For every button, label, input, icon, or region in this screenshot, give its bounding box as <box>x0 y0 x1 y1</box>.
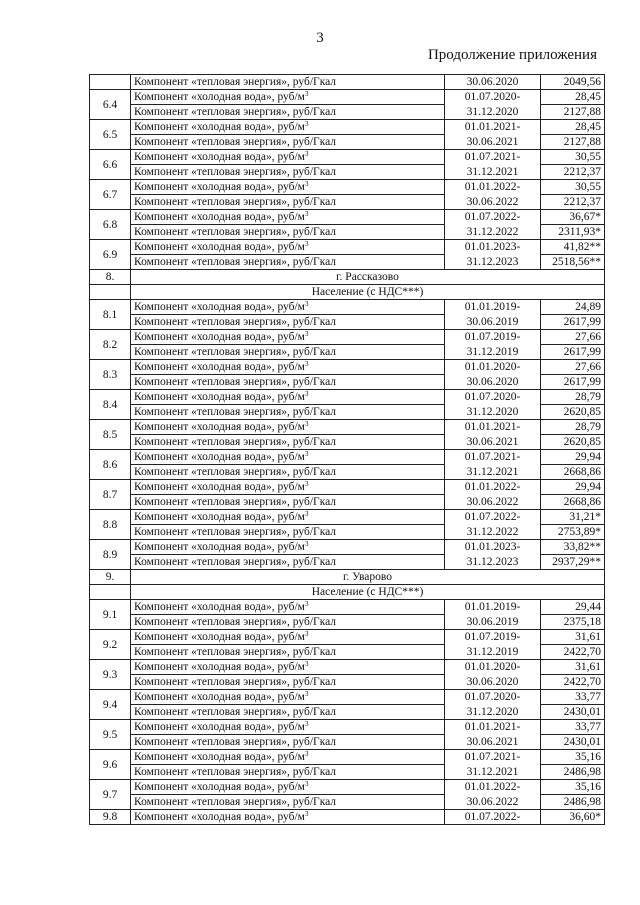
period-end: 31.12.2022 <box>445 525 541 540</box>
component-label: Компонент «холодная вода», руб/м <box>134 241 305 253</box>
unit-exponent: 3 <box>304 180 309 188</box>
component-cold-water <box>131 810 445 825</box>
group-row <box>90 585 605 600</box>
period-start: 01.01.2020- <box>445 360 541 375</box>
table-row <box>90 345 605 360</box>
table-row <box>90 540 605 555</box>
unit-exponent: 3 <box>304 360 309 368</box>
period-start: 01.01.2022- <box>445 480 541 495</box>
cold-water-value: 33,82** <box>541 540 605 555</box>
period-start: 01.01.2023- <box>445 240 541 255</box>
unit-exponent: 3 <box>304 810 309 818</box>
component-label: Компонент «тепловая энергия», руб/Гкал <box>134 406 337 418</box>
tariff-value: 2049,56 <box>541 75 605 90</box>
group-row <box>90 285 605 300</box>
component-label: Компонент «тепловая энергия», руб/Гкал <box>134 736 337 748</box>
row-number: 9.7 <box>90 780 131 810</box>
unit-exponent: 3 <box>304 330 309 338</box>
component-label: Компонент «тепловая энергия», руб/Гкал <box>134 76 337 88</box>
unit-exponent: 3 <box>304 450 309 458</box>
cold-water-value: 31,61 <box>541 630 605 645</box>
row-number: 8.6 <box>90 450 131 480</box>
heat-energy-value: 2937,29** <box>541 555 605 570</box>
unit-exponent: 3 <box>304 720 309 728</box>
row-number: 9.4 <box>90 690 131 720</box>
heat-energy-value: 2311,93* <box>541 225 605 240</box>
component-cold-water <box>131 660 445 675</box>
period-end: 31.12.2020 <box>445 405 541 420</box>
table-row <box>90 225 605 240</box>
component-label: Компонент «тепловая энергия», руб/Гкал <box>134 166 337 178</box>
row-number: 8.3 <box>90 360 131 390</box>
component-cold-water <box>131 120 445 135</box>
period-end: 31.12.2023 <box>445 555 541 570</box>
table-row <box>90 645 605 660</box>
period-start: 01.07.2019- <box>445 330 541 345</box>
heat-energy-value: 2430,01 <box>541 705 605 720</box>
heat-energy-value: 2668,86 <box>541 465 605 480</box>
row-number: 9.6 <box>90 750 131 780</box>
period-end: 30.06.2022 <box>445 195 541 210</box>
unit-exponent: 3 <box>304 120 309 128</box>
period-start: 01.07.2020- <box>445 390 541 405</box>
component-heat-energy <box>131 105 445 120</box>
component-heat-energy <box>131 315 445 330</box>
component-heat-energy <box>131 495 445 510</box>
row-number: 8.7 <box>90 480 131 510</box>
component-heat-energy <box>131 795 445 810</box>
component-label: Компонент «холодная вода», руб/м <box>134 781 305 793</box>
row-number: 6.8 <box>90 210 131 240</box>
component-heat-energy <box>131 675 445 690</box>
component-label: Компонент «холодная вода», руб/м <box>134 211 305 223</box>
table-row <box>90 315 605 330</box>
row-number: 9.5 <box>90 720 131 750</box>
cold-water-value: 28,79 <box>541 390 605 405</box>
unit-exponent: 3 <box>304 510 309 518</box>
period-end: 31.12.2021 <box>445 165 541 180</box>
heat-energy-value: 2422,70 <box>541 645 605 660</box>
component-label: Компонент «тепловая энергия», руб/Гкал <box>134 676 337 688</box>
table-row <box>90 630 605 645</box>
component-cold-water <box>131 510 445 525</box>
period-end: 30.06.2019 <box>445 315 541 330</box>
table-row <box>90 660 605 675</box>
city-row <box>90 270 605 285</box>
period-start: 01.07.2021- <box>445 750 541 765</box>
heat-energy-value: 2430,01 <box>541 735 605 750</box>
heat-energy-value: 2753,89* <box>541 525 605 540</box>
period-start: 01.07.2019- <box>445 630 541 645</box>
component-cold-water <box>131 360 445 375</box>
tariff-value: 36,60* <box>541 810 605 825</box>
heat-energy-value: 2486,98 <box>541 765 605 780</box>
consumer-group: Население (с НДС***) <box>131 285 605 300</box>
table-row <box>90 420 605 435</box>
table-row <box>90 360 605 375</box>
component-label: Компонент «холодная вода», руб/м <box>134 391 305 403</box>
period-end: 31.12.2019 <box>445 645 541 660</box>
component-label: Компонент «тепловая энергия», руб/Гкал <box>134 196 337 208</box>
component-label: Компонент «холодная вода», руб/м <box>134 421 305 433</box>
component-label: Компонент «тепловая энергия», руб/Гкал <box>134 766 337 778</box>
row-number: 9.1 <box>90 600 131 630</box>
component-heat-energy <box>131 165 445 180</box>
table-row <box>90 150 605 165</box>
component-heat-energy <box>131 375 445 390</box>
period-start: 01.01.2019- <box>445 600 541 615</box>
period-start: 01.01.2021- <box>445 120 541 135</box>
cold-water-value: 35,16 <box>541 750 605 765</box>
component-label: Компонент «холодная вода», руб/м <box>134 601 305 613</box>
component-heat-energy <box>131 735 445 750</box>
period-start: 01.01.2021- <box>445 420 541 435</box>
table-row <box>90 735 605 750</box>
component-heat-energy <box>131 465 445 480</box>
table-row <box>90 75 605 90</box>
component-label: Компонент «холодная вода», руб/м <box>134 811 305 823</box>
component-cold-water <box>131 600 445 615</box>
period-start: 01.07.2021- <box>445 150 541 165</box>
period-start: 01.07.2020- <box>445 690 541 705</box>
component-heat-energy <box>131 705 445 720</box>
heat-energy-value: 2518,56** <box>541 255 605 270</box>
heat-energy-value: 2127,88 <box>541 105 605 120</box>
table-row <box>90 180 605 195</box>
period-end: 30.06.2021 <box>445 435 541 450</box>
table-row <box>90 600 605 615</box>
component-label: Компонент «холодная вода», руб/м <box>134 451 305 463</box>
period-start: 01.07.2022- <box>445 510 541 525</box>
row-number: 6.7 <box>90 180 131 210</box>
table-row <box>90 135 605 150</box>
period-end: 31.12.2019 <box>445 345 541 360</box>
component-cold-water <box>131 690 445 705</box>
component-label: Компонент «тепловая энергия», руб/Гкал <box>134 226 337 238</box>
component-cold-water <box>131 630 445 645</box>
table-row <box>90 780 605 795</box>
cold-water-value: 30,55 <box>541 180 605 195</box>
unit-exponent: 3 <box>304 750 309 758</box>
row-number: 8.9 <box>90 540 131 570</box>
cold-water-value: 41,82** <box>541 240 605 255</box>
component-heat-energy <box>131 255 445 270</box>
component-label: Компонент «тепловая энергия», руб/Гкал <box>134 316 337 328</box>
table-row <box>90 510 605 525</box>
appendix-continuation-title: Продолжение приложения <box>427 47 597 63</box>
component-heat-energy <box>131 555 445 570</box>
row-number-empty <box>90 285 131 300</box>
component-cold-water <box>131 780 445 795</box>
row-number: 8.1 <box>90 300 131 330</box>
table-row <box>90 705 605 720</box>
table-row <box>90 255 605 270</box>
period-end: 30.06.2020 <box>445 375 541 390</box>
table-row <box>90 795 605 810</box>
component-heat-energy <box>131 645 445 660</box>
cold-water-value: 29,94 <box>541 480 605 495</box>
consumer-group: Население (с НДС***) <box>131 585 605 600</box>
component-heat-energy <box>131 405 445 420</box>
heat-energy-value: 2620,85 <box>541 405 605 420</box>
unit-exponent: 3 <box>304 780 309 788</box>
component-label: Компонент «тепловая энергия», руб/Гкал <box>134 646 337 658</box>
component-cold-water <box>131 150 445 165</box>
component-cold-water <box>131 180 445 195</box>
city-row <box>90 570 605 585</box>
row-number: 8. <box>90 270 131 285</box>
table-row <box>90 690 605 705</box>
period-start: 01.01.2022- <box>445 180 541 195</box>
period-cell: 30.06.2020 <box>445 75 541 90</box>
component-label: Компонент «холодная вода», руб/м <box>134 181 305 193</box>
component-label: Компонент «холодная вода», руб/м <box>134 631 305 643</box>
row-number-empty <box>90 585 131 600</box>
period-end: 30.06.2022 <box>445 495 541 510</box>
row-number: 6.9 <box>90 240 131 270</box>
period-end: 31.12.2021 <box>445 465 541 480</box>
table-row <box>90 675 605 690</box>
component-label: Компонент «холодная вода», руб/м <box>134 361 305 373</box>
period-cell: 01.07.2022- <box>445 810 541 825</box>
table-row <box>90 615 605 630</box>
component-label: Компонент «тепловая энергия», руб/Гкал <box>134 556 337 568</box>
component-cold-water <box>131 750 445 765</box>
cold-water-value: 29,94 <box>541 450 605 465</box>
cold-water-value: 30,55 <box>541 150 605 165</box>
component-label: Компонент «холодная вода», руб/м <box>134 511 305 523</box>
component-label: Компонент «холодная вода», руб/м <box>134 91 305 103</box>
row-number: 9.8 <box>90 810 131 825</box>
unit-exponent: 3 <box>304 210 309 218</box>
component-cold-water <box>131 300 445 315</box>
component-cold-water <box>131 90 445 105</box>
component-label: Компонент «холодная вода», руб/м <box>134 301 305 313</box>
component-heat-energy <box>131 225 445 240</box>
unit-exponent: 3 <box>304 150 309 158</box>
unit-exponent: 3 <box>304 390 309 398</box>
table-row <box>90 390 605 405</box>
period-start: 01.07.2022- <box>445 210 541 225</box>
cold-water-value: 35,16 <box>541 780 605 795</box>
table-row <box>90 810 605 825</box>
heat-energy-value: 2617,99 <box>541 315 605 330</box>
row-number: 6.5 <box>90 120 131 150</box>
table-row <box>90 525 605 540</box>
component-label: Компонент «тепловая энергия», руб/Гкал <box>134 496 337 508</box>
component-heat-energy <box>131 765 445 780</box>
row-number: 6.4 <box>90 90 131 120</box>
component-label: Компонент «тепловая энергия», руб/Гкал <box>134 466 337 478</box>
cold-water-value: 28,45 <box>541 90 605 105</box>
component-cold-water <box>131 720 445 735</box>
component-heat-energy <box>131 345 445 360</box>
period-start: 01.01.2021- <box>445 720 541 735</box>
component-heat-energy <box>131 615 445 630</box>
component-label: Компонент «тепловая энергия», руб/Гкал <box>134 136 337 148</box>
period-end: 30.06.2020 <box>445 675 541 690</box>
row-number: 8.2 <box>90 330 131 360</box>
period-end: 31.12.2020 <box>445 705 541 720</box>
component-label: Компонент «холодная вода», руб/м <box>134 721 305 733</box>
component-label: Компонент «тепловая энергия», руб/Гкал <box>134 706 337 718</box>
period-start: 01.01.2019- <box>445 300 541 315</box>
period-end: 30.06.2022 <box>445 795 541 810</box>
component-cold-water <box>131 210 445 225</box>
cold-water-value: 27,66 <box>541 330 605 345</box>
heat-energy-value: 2668,86 <box>541 495 605 510</box>
component-heat-energy <box>131 525 445 540</box>
table-row <box>90 195 605 210</box>
cold-water-value: 31,21* <box>541 510 605 525</box>
heat-energy-value: 2617,99 <box>541 345 605 360</box>
row-number: 9.2 <box>90 630 131 660</box>
period-start: 01.07.2021- <box>445 450 541 465</box>
component-cold-water <box>131 420 445 435</box>
table-row <box>90 240 605 255</box>
period-end: 31.12.2021 <box>445 765 541 780</box>
cold-water-value: 33,77 <box>541 720 605 735</box>
component-label: Компонент «тепловая энергия», руб/Гкал <box>134 346 337 358</box>
component-label: Компонент «холодная вода», руб/м <box>134 751 305 763</box>
table-row <box>90 375 605 390</box>
period-end: 30.06.2021 <box>445 735 541 750</box>
unit-exponent: 3 <box>304 540 309 548</box>
heat-energy-value: 2422,70 <box>541 675 605 690</box>
row-number: 6.6 <box>90 150 131 180</box>
component-label: Компонент «холодная вода», руб/м <box>134 691 305 703</box>
component-cold-water <box>131 330 445 345</box>
heat-energy-value: 2617,99 <box>541 375 605 390</box>
table-row <box>90 495 605 510</box>
row-number: 8.4 <box>90 390 131 420</box>
table-row <box>90 720 605 735</box>
page-number: 3 <box>316 30 324 46</box>
component-heat-energy <box>131 435 445 450</box>
component-label: Компонент «тепловая энергия», руб/Гкал <box>134 106 337 118</box>
row-number: 9.3 <box>90 660 131 690</box>
component-label: Компонент «холодная вода», руб/м <box>134 121 305 133</box>
heat-energy-value: 2375,18 <box>541 615 605 630</box>
component-label: Компонент «холодная вода», руб/м <box>134 661 305 673</box>
period-start: 01.01.2023- <box>445 540 541 555</box>
tariff-table <box>89 74 605 825</box>
cold-water-value: 29,44 <box>541 600 605 615</box>
component-cold-water <box>131 450 445 465</box>
unit-exponent: 3 <box>304 90 309 98</box>
table-row <box>90 555 605 570</box>
component-cold-water <box>131 390 445 405</box>
table-row <box>90 165 605 180</box>
heat-energy-value: 2212,37 <box>541 195 605 210</box>
row-number: 8.5 <box>90 420 131 450</box>
city-name: г. Рассказово <box>131 270 605 285</box>
component-cold-water <box>131 480 445 495</box>
component-label: Компонент «тепловая энергия», руб/Гкал <box>134 256 337 268</box>
row-number: 9. <box>90 570 131 585</box>
heat-energy-value: 2620,85 <box>541 435 605 450</box>
table-row <box>90 480 605 495</box>
table-row <box>90 465 605 480</box>
period-end: 31.12.2022 <box>445 225 541 240</box>
unit-exponent: 3 <box>304 240 309 248</box>
table-row <box>90 105 605 120</box>
unit-exponent: 3 <box>304 660 309 668</box>
cold-water-value: 28,45 <box>541 120 605 135</box>
cold-water-value: 24,89 <box>541 300 605 315</box>
row-number <box>90 75 131 90</box>
component-heat-energy <box>131 75 445 90</box>
table-row <box>90 210 605 225</box>
component-label: Компонент «холодная вода», руб/м <box>134 331 305 343</box>
unit-exponent: 3 <box>304 630 309 638</box>
table-row <box>90 300 605 315</box>
component-cold-water <box>131 540 445 555</box>
cold-water-value: 28,79 <box>541 420 605 435</box>
component-label: Компонент «холодная вода», руб/м <box>134 151 305 163</box>
unit-exponent: 3 <box>304 300 309 308</box>
period-start: 01.01.2022- <box>445 780 541 795</box>
period-start: 01.01.2020- <box>445 660 541 675</box>
unit-exponent: 3 <box>304 600 309 608</box>
table-row <box>90 450 605 465</box>
component-label: Компонент «тепловая энергия», руб/Гкал <box>134 616 337 628</box>
row-number: 8.8 <box>90 510 131 540</box>
heat-energy-value: 2127,88 <box>541 135 605 150</box>
period-start: 01.07.2020- <box>445 90 541 105</box>
period-end: 31.12.2020 <box>445 105 541 120</box>
component-label: Компонент «тепловая энергия», руб/Гкал <box>134 436 337 448</box>
cold-water-value: 27,66 <box>541 360 605 375</box>
component-label: Компонент «тепловая энергия», руб/Гкал <box>134 376 337 388</box>
component-heat-energy <box>131 195 445 210</box>
table-row <box>90 765 605 780</box>
period-end: 30.06.2021 <box>445 135 541 150</box>
period-end: 31.12.2023 <box>445 255 541 270</box>
table-row <box>90 405 605 420</box>
unit-exponent: 3 <box>304 690 309 698</box>
city-name: г. Уварово <box>131 570 605 585</box>
period-end: 30.06.2019 <box>445 615 541 630</box>
heat-energy-value: 2212,37 <box>541 165 605 180</box>
table-row <box>90 330 605 345</box>
component-cold-water <box>131 240 445 255</box>
unit-exponent: 3 <box>304 480 309 488</box>
cold-water-value: 31,61 <box>541 660 605 675</box>
component-label: Компонент «тепловая энергия», руб/Гкал <box>134 796 337 808</box>
table-row <box>90 90 605 105</box>
component-label: Компонент «холодная вода», руб/м <box>134 541 305 553</box>
component-label: Компонент «холодная вода», руб/м <box>134 481 305 493</box>
table-row <box>90 750 605 765</box>
cold-water-value: 33,77 <box>541 690 605 705</box>
table-row <box>90 435 605 450</box>
unit-exponent: 3 <box>304 420 309 428</box>
component-label: Компонент «тепловая энергия», руб/Гкал <box>134 526 337 538</box>
cold-water-value: 36,67* <box>541 210 605 225</box>
component-heat-energy <box>131 135 445 150</box>
table-row <box>90 120 605 135</box>
heat-energy-value: 2486,98 <box>541 795 605 810</box>
